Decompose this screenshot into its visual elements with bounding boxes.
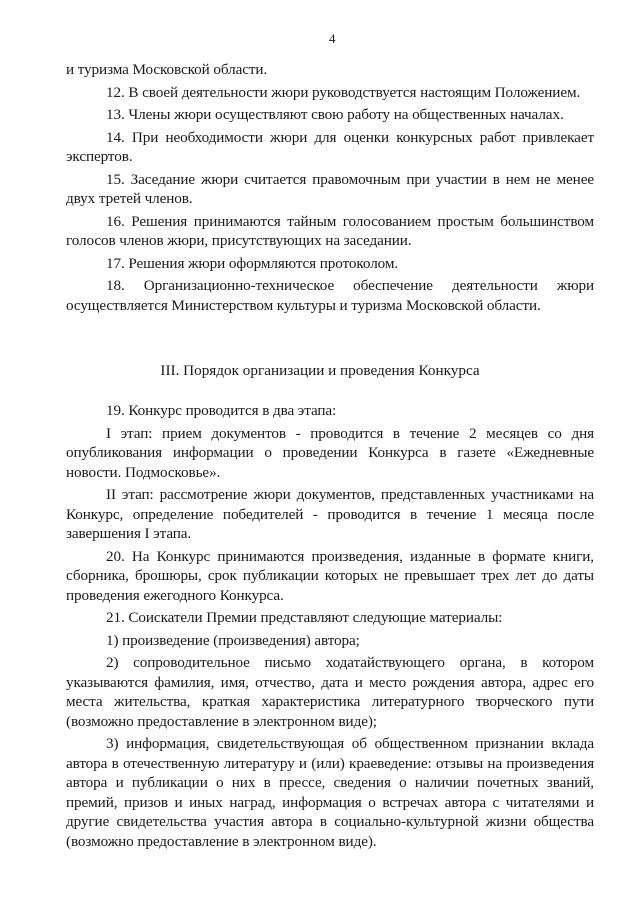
paragraph-17: 17. Решения жюри оформляются протоколом. (106, 254, 399, 272)
paragraph-19: 19. Конкурс проводится в два этапа: (106, 402, 337, 419)
paragraph-18: 18. Организационно-техническое обеспечение деятельности жюри осуществляется Министерством культуры и туризма Московской области. (66, 277, 594, 314)
list-item-1: 1) произведение (произведения) автора; (106, 631, 360, 649)
stage-2-paragraph: II этап: рассмотрение жюри документов, представленных участниками на Конкурс, определение победителей - проводится в течение 1 месяца после завершения I этапа. (66, 486, 594, 542)
paragraph-21: 21. Соискатели Премии представляют следующие материалы: (106, 609, 503, 626)
list-item-3: 3) информация, свидетельствующая об общественном признании вклада автора в отечественную литературу и (или) краеведение: отзывы на произведения автора и публикации о них в прессе, сведения о наличии почетных званий, премий, призов и иных наград, информация о встречах автора с читателями и другие свидетельства участия автора в социально-культурной жизни общества (возможно предоставление в электронном виде). (66, 735, 594, 850)
paragraph-20: 20. На Конкурс принимаются произведения, изданные в формате книги, сборника, брошюры, срок публикации которых не превышает трех лет до даты проведения ежегодного Конкурса. (66, 547, 594, 604)
paragraph-15: 15. Заседание жюри считается правомочным при участии в нем не менее двух третей членов. (66, 170, 594, 207)
jury-rules-section (66, 60, 594, 318)
section-heading: III. Порядок организации и проведения Конкурса (160, 362, 480, 379)
paragraph-14: 14. При необходимости жюри для оценки конкурсных работ привлекает экспертов. (66, 128, 594, 165)
page-number: 4 (329, 31, 336, 46)
paragraph-12: 12. В своей деятельности жюри руководствуется настоящим Положением. (106, 83, 581, 101)
paragraph-13: 13. Члены жюри осуществляют свою работу на общественных началах. (106, 106, 564, 123)
paragraph-continuation: и туризма Московской области. (66, 61, 268, 78)
stage-1-paragraph: I этап: прием документов - проводится в течение 2 месяцев со дня опубликования информации о проведении Конкурса в газете «Ежедневные новости. Подмосковье». (66, 424, 594, 481)
list-item-2: 2) сопроводительное письмо ходатайствующего органа, в котором указываются фамилия, имя, отчество, дата и место рождения автора, адрес его места жительства, краткая характеристика литературного творческого пути (возможно предоставление в электронном виде); (66, 654, 594, 730)
contest-procedure-section (66, 401, 594, 854)
paragraph-16: 16. Решения принимаются тайным голосованием простым большинством голосов членов жюри, присутствующих на заседании. (66, 212, 594, 249)
